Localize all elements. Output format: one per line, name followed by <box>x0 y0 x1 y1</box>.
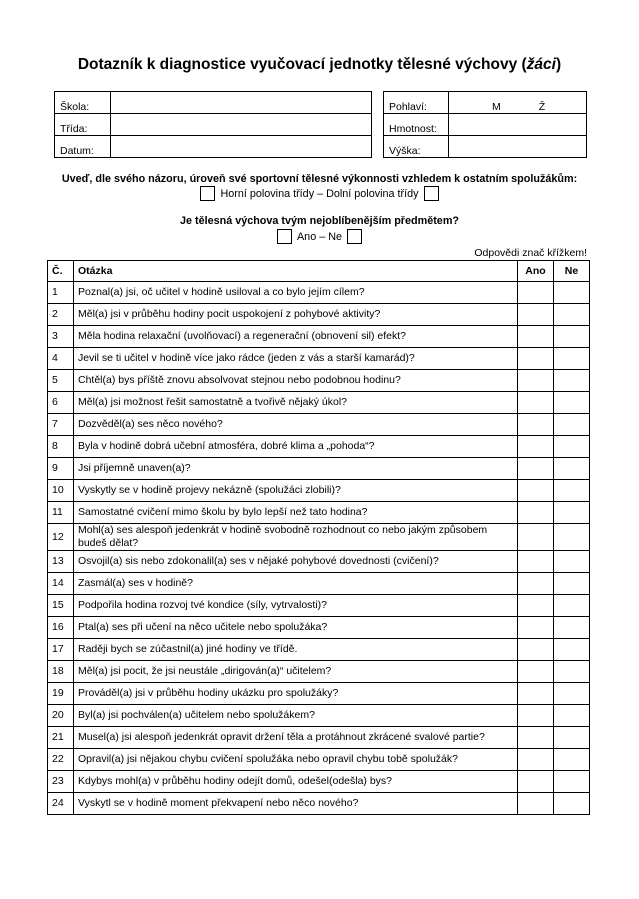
table-row <box>48 282 590 304</box>
instruction-note: Odpovědi znač křížkem! <box>474 247 587 259</box>
row-question: Vyskytly se v hodině projevy nekázně (spolužáci zlobili)? <box>74 480 518 502</box>
row-question: Musel(a) jsi alespoň jedenkrát opravit držení těla a protáhnout zkrácené svalové partie? <box>74 727 518 749</box>
fitness-question: Uveď, dle svého názoru, úroveň své sportovní tělesné výkonnosti vzhledem k ostatním spolužákům: <box>61 173 578 185</box>
row-number: 13 <box>48 551 74 573</box>
answer-yes-cell[interactable] <box>518 661 554 683</box>
row-number: 4 <box>48 348 74 370</box>
answer-no-cell[interactable] <box>554 771 590 793</box>
trida-field[interactable] <box>111 114 372 136</box>
answer-no-cell[interactable] <box>554 282 590 304</box>
row-number: 7 <box>48 414 74 436</box>
pohlavi-field[interactable] <box>449 92 587 114</box>
answer-no-cell[interactable] <box>554 414 590 436</box>
fitness-options-label: Horní polovina třídy – Dolní polovina třídy <box>220 187 419 200</box>
answer-yes-cell[interactable] <box>518 348 554 370</box>
answer-no-cell[interactable] <box>554 683 590 705</box>
row-question: Měl(a) jsi pocit, že jsi neustále „dirigován(a)“ učitelem? <box>74 661 518 683</box>
row-number: 11 <box>48 502 74 524</box>
table-row <box>48 573 590 595</box>
row-question: Měl(a) jsi možnost řešit samostatně a tvořivě nějaký úkol? <box>74 392 518 414</box>
row-number: 12 <box>48 524 74 551</box>
row-question: Mohl(a) ses alespoň jedenkrát v hodině svobodně rozhodnout co nebo jakým způsobem budeš dělat? <box>74 524 518 551</box>
answer-no-cell[interactable] <box>554 348 590 370</box>
table-row <box>48 595 590 617</box>
answer-no-cell[interactable] <box>554 617 590 639</box>
skola-label: Škola: <box>55 92 111 114</box>
answer-no-cell[interactable] <box>554 551 590 573</box>
answer-yes-cell[interactable] <box>518 595 554 617</box>
row-question: Ptal(a) ses při učení na něco učitele nebo spolužáka? <box>74 617 518 639</box>
table-row <box>48 436 590 458</box>
answer-yes-cell[interactable] <box>518 551 554 573</box>
answer-yes-cell[interactable] <box>518 705 554 727</box>
header-no: Ne <box>554 261 590 282</box>
answer-no-cell[interactable] <box>554 304 590 326</box>
skola-field[interactable] <box>111 92 372 114</box>
answer-no-cell[interactable] <box>554 524 590 551</box>
answer-yes-cell[interactable] <box>518 771 554 793</box>
answer-yes-cell[interactable] <box>518 436 554 458</box>
female-option[interactable]: Ž <box>538 101 546 113</box>
row-number: 19 <box>48 683 74 705</box>
answer-no-cell[interactable] <box>554 749 590 771</box>
row-number: 8 <box>48 436 74 458</box>
table-row <box>48 793 590 815</box>
hmotnost-label: Hmotnost: <box>384 114 449 136</box>
pohlavi-label: Pohlaví: <box>384 92 449 114</box>
answer-yes-cell[interactable] <box>518 304 554 326</box>
answer-no-cell[interactable] <box>554 793 590 815</box>
answer-no-cell[interactable] <box>554 639 590 661</box>
vyska-field[interactable] <box>449 136 587 158</box>
row-question: Vyskytl se v hodině moment překvapení nebo něco nového? <box>74 793 518 815</box>
answer-yes-cell[interactable] <box>518 392 554 414</box>
table-row <box>48 727 590 749</box>
answer-no-cell[interactable] <box>554 595 590 617</box>
table-row <box>48 524 590 551</box>
row-number: 16 <box>48 617 74 639</box>
answer-no-cell[interactable] <box>554 705 590 727</box>
table-row <box>48 326 590 348</box>
datum-label: Datum: <box>55 136 111 158</box>
table-row <box>48 370 590 392</box>
row-question: Opravil(a) jsi nějakou chybu cvičení spolužáka nebo opravil chybu tobě spolužák? <box>74 749 518 771</box>
row-question: Samostatné cvičení mimo školu by bylo lepší než tato hodina? <box>74 502 518 524</box>
row-number: 9 <box>48 458 74 480</box>
fitness-options <box>0 186 639 201</box>
row-number: 14 <box>48 573 74 595</box>
answer-yes-cell[interactable] <box>518 370 554 392</box>
table-row <box>48 771 590 793</box>
table-row <box>48 705 590 727</box>
table-row <box>48 348 590 370</box>
table-row <box>48 502 590 524</box>
school-info-table <box>54 91 372 158</box>
answer-yes-cell[interactable] <box>518 727 554 749</box>
answer-yes-cell[interactable] <box>518 683 554 705</box>
table-row <box>48 392 590 414</box>
table-row <box>48 480 590 502</box>
upper-half-checkbox[interactable] <box>200 186 215 201</box>
answer-yes-cell[interactable] <box>518 617 554 639</box>
row-question: Dozvěděl(a) ses něco nového? <box>74 414 518 436</box>
row-question: Poznal(a) jsi, oč učitel v hodině usiloval a co bylo jejím cílem? <box>74 282 518 304</box>
trida-label: Třída: <box>55 114 111 136</box>
row-number: 15 <box>48 595 74 617</box>
table-row <box>48 683 590 705</box>
row-number: 2 <box>48 304 74 326</box>
personal-info-table <box>383 91 587 158</box>
answer-no-cell[interactable] <box>554 370 590 392</box>
lower-half-checkbox[interactable] <box>424 186 439 201</box>
vyska-label: Výška: <box>384 136 449 158</box>
row-number: 22 <box>48 749 74 771</box>
row-question: Chtěl(a) bys příště znovu absolvovat stejnou nebo podobnou hodinu? <box>74 370 518 392</box>
table-row <box>48 414 590 436</box>
answer-yes-cell[interactable] <box>518 282 554 304</box>
answer-yes-cell[interactable] <box>518 480 554 502</box>
answer-yes-cell[interactable] <box>518 573 554 595</box>
row-question: Podpořila hodina rozvoj tvé kondice (síly, vytrvalosti)? <box>74 595 518 617</box>
yes-checkbox[interactable] <box>277 229 292 244</box>
row-number: 17 <box>48 639 74 661</box>
answer-yes-cell[interactable] <box>518 749 554 771</box>
no-checkbox[interactable] <box>347 229 362 244</box>
row-number: 20 <box>48 705 74 727</box>
answer-no-cell[interactable] <box>554 436 590 458</box>
table-row <box>48 749 590 771</box>
answer-yes-cell[interactable] <box>518 524 554 551</box>
answer-no-cell[interactable] <box>554 326 590 348</box>
table-row <box>48 639 590 661</box>
hmotnost-field[interactable] <box>449 114 587 136</box>
answer-no-cell[interactable] <box>554 727 590 749</box>
page-title: Dotazník k diagnostice vyučovací jednotky tělesné výchovy (žáci) <box>77 56 562 73</box>
row-question: Kdybys mohl(a) v průběhu hodiny odejít domů, odešel(odešla) bys? <box>74 771 518 793</box>
row-number: 24 <box>48 793 74 815</box>
header-question: Otázka <box>74 261 518 282</box>
answer-no-cell[interactable] <box>554 392 590 414</box>
answer-no-cell[interactable] <box>554 502 590 524</box>
row-number: 3 <box>48 326 74 348</box>
row-number: 1 <box>48 282 74 304</box>
favorite-subject-question: Je tělesná výchova tvým nejoblíbenějším předmětem? <box>179 215 460 227</box>
row-question: Prováděl(a) jsi v průběhu hodiny ukázku pro spolužáky? <box>74 683 518 705</box>
male-option[interactable]: M <box>492 101 501 113</box>
table-row <box>48 661 590 683</box>
answer-no-cell[interactable] <box>554 458 590 480</box>
datum-field[interactable] <box>111 136 372 158</box>
answer-no-cell[interactable] <box>554 661 590 683</box>
favorite-options <box>0 229 639 244</box>
row-question: Jsi příjemně unaven(a)? <box>74 458 518 480</box>
row-question: Zasmál(a) ses v hodině? <box>74 573 518 595</box>
row-question: Byla v hodině dobrá učební atmosféra, dobré klima a „pohoda“? <box>74 436 518 458</box>
answer-yes-cell[interactable] <box>518 414 554 436</box>
table-row <box>48 551 590 573</box>
questionnaire-table <box>47 260 590 815</box>
answer-yes-cell[interactable] <box>518 793 554 815</box>
row-number: 21 <box>48 727 74 749</box>
row-question: Měl(a) jsi v průběhu hodiny pocit uspokojení z pohybové aktivity? <box>74 304 518 326</box>
answer-yes-cell[interactable] <box>518 639 554 661</box>
answer-yes-cell[interactable] <box>518 458 554 480</box>
header-number: Č. <box>48 261 74 282</box>
table-row <box>48 458 590 480</box>
answer-no-cell[interactable] <box>554 573 590 595</box>
row-question: Jevil se ti učitel v hodině více jako rádce (jeden z vás a starší kamarád)? <box>74 348 518 370</box>
row-question: Raději bych se zúčastnil(a) jiné hodiny ve třídě. <box>74 639 518 661</box>
answer-yes-cell[interactable] <box>518 326 554 348</box>
row-number: 5 <box>48 370 74 392</box>
table-row <box>48 617 590 639</box>
table-row <box>48 304 590 326</box>
favorite-options-label: Ano – Ne <box>296 230 343 243</box>
row-number: 18 <box>48 661 74 683</box>
row-question: Osvojil(a) sis nebo zdokonalil(a) ses v nějaké pohybové dovednosti (cvičení)? <box>74 551 518 573</box>
row-number: 10 <box>48 480 74 502</box>
row-question: Měla hodina relaxační (uvolňovací) a regenerační (obnovení sil) efekt? <box>74 326 518 348</box>
row-question: Byl(a) jsi pochválen(a) učitelem nebo spolužákem? <box>74 705 518 727</box>
header-yes: Ano <box>518 261 554 282</box>
answer-yes-cell[interactable] <box>518 502 554 524</box>
row-number: 6 <box>48 392 74 414</box>
answer-no-cell[interactable] <box>554 480 590 502</box>
row-number: 23 <box>48 771 74 793</box>
